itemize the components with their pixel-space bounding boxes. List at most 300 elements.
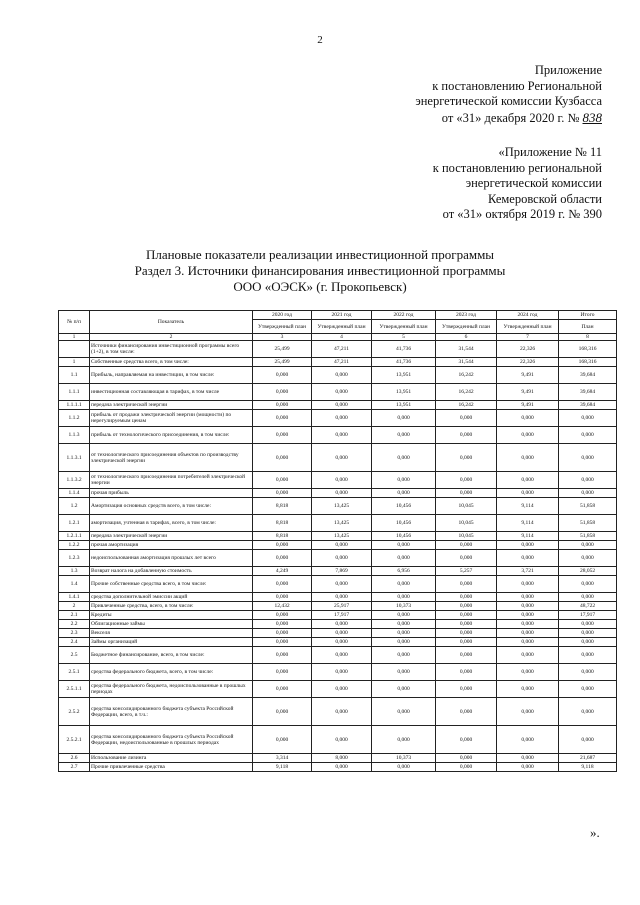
row-value: 25,499 xyxy=(253,358,312,367)
closing-quote: ». xyxy=(590,825,600,840)
row-value: 0,000 xyxy=(436,410,497,427)
row-code: 1.2 xyxy=(59,498,90,515)
row-value: 0,000 xyxy=(312,410,372,427)
row-value: 0,000 xyxy=(253,611,312,620)
row-value: 41,736 xyxy=(372,341,436,358)
row-value: 51,858 xyxy=(559,515,617,532)
row-value: 0,000 xyxy=(312,629,372,638)
row-value: 0,000 xyxy=(372,593,436,602)
row-value: 0,000 xyxy=(436,541,497,550)
row-code: 1.4 xyxy=(59,576,90,593)
row-value: 22,326 xyxy=(497,358,559,367)
row-value: 9,114 xyxy=(497,532,559,541)
row-value: 0,000 xyxy=(253,698,312,726)
row-indicator: Бюджетное финансирование, всего, в том числе: xyxy=(90,647,253,664)
table-row xyxy=(59,410,617,427)
row-value: 10,373 xyxy=(372,602,436,611)
row-value: 5,257 xyxy=(436,567,497,576)
row-value: 0,000 xyxy=(312,427,372,444)
row-code: 1.1 xyxy=(59,367,90,384)
row-indicator: передача электрической энергии xyxy=(90,532,253,541)
header-plan-total: План xyxy=(559,320,617,334)
header-year: 2020 год xyxy=(253,311,312,320)
column-number: 4 xyxy=(312,334,372,341)
row-value: 0,000 xyxy=(312,763,372,772)
row-indicator: передача электрической энергии xyxy=(90,401,253,410)
row-value: 16,242 xyxy=(436,367,497,384)
row-value: 0,000 xyxy=(253,629,312,638)
row-value: 0,000 xyxy=(559,664,617,681)
row-value: 0,000 xyxy=(372,681,436,698)
row-value: 0,000 xyxy=(436,472,497,489)
row-value: 0,000 xyxy=(312,647,372,664)
table-row xyxy=(59,384,617,401)
row-value: 48,722 xyxy=(559,602,617,611)
row-value: 0,000 xyxy=(372,444,436,472)
row-value: 0,000 xyxy=(436,638,497,647)
table-row xyxy=(59,515,617,532)
row-value: 22,326 xyxy=(497,341,559,358)
row-value: 0,000 xyxy=(372,647,436,664)
table-row xyxy=(59,664,617,681)
heading-line: Раздел 3. Источники финансирования инвестиционной программы xyxy=(134,263,506,278)
row-value: 13,951 xyxy=(372,367,436,384)
row-value: 0,000 xyxy=(312,664,372,681)
row-value: 0,000 xyxy=(253,541,312,550)
row-value: 7,869 xyxy=(312,567,372,576)
row-value: 0,000 xyxy=(497,541,559,550)
row-value: 28,052 xyxy=(559,567,617,576)
row-value: 3,721 xyxy=(497,567,559,576)
row-value: 0,000 xyxy=(559,444,617,472)
row-value: 0,000 xyxy=(497,489,559,498)
row-value: 0,000 xyxy=(497,593,559,602)
row-value: 13,425 xyxy=(312,515,372,532)
row-code: 2.2 xyxy=(59,620,90,629)
row-value: 0,000 xyxy=(497,681,559,698)
row-value: 0,000 xyxy=(372,620,436,629)
row-value: 8,818 xyxy=(253,515,312,532)
row-value: 0,000 xyxy=(312,726,372,754)
row-value: 0,000 xyxy=(372,611,436,620)
row-code: 2.5 xyxy=(59,647,90,664)
row-indicator: прочая амортизация xyxy=(90,541,253,550)
row-value: 51,858 xyxy=(559,498,617,515)
row-value: 0,000 xyxy=(312,444,372,472)
row-value: 0,000 xyxy=(372,541,436,550)
header-num: № п/п xyxy=(59,311,90,334)
row-value: 10,456 xyxy=(372,532,436,541)
row-value: 0,000 xyxy=(497,664,559,681)
row-value: 0,000 xyxy=(559,726,617,754)
table-row xyxy=(59,698,617,726)
row-value: 0,000 xyxy=(559,472,617,489)
row-indicator: Облигационные займы xyxy=(90,620,253,629)
row-code: 1.1.1 xyxy=(59,384,90,401)
row-value: 9,118 xyxy=(559,763,617,772)
row-code: 1.2.1 xyxy=(59,515,90,532)
row-value: 8,000 xyxy=(312,754,372,763)
row-code: 1.1.3.1 xyxy=(59,444,90,472)
row-value: 0,000 xyxy=(436,763,497,772)
row-value: 31,544 xyxy=(436,341,497,358)
row-value: 10,045 xyxy=(436,532,497,541)
row-value: 0,000 xyxy=(559,410,617,427)
row-value: 31,544 xyxy=(436,358,497,367)
appendix-block xyxy=(415,63,602,126)
row-value: 0,000 xyxy=(312,681,372,698)
row-value: 8,818 xyxy=(253,498,312,515)
row-value: 12,432 xyxy=(253,602,312,611)
header-year: 2021 год xyxy=(312,311,372,320)
row-value: 39,684 xyxy=(559,384,617,401)
row-value: 16,242 xyxy=(436,401,497,410)
row-indicator: Амортизация основных средств всего, в том числе: xyxy=(90,498,253,515)
appendix-date xyxy=(415,110,602,127)
row-value: 9,491 xyxy=(497,367,559,384)
row-value: 0,000 xyxy=(372,664,436,681)
row-code: 1.2.3 xyxy=(59,550,90,567)
row-code: 1.2.2 xyxy=(59,541,90,550)
row-value: 0,000 xyxy=(372,410,436,427)
table-row xyxy=(59,367,617,384)
row-value: 39,684 xyxy=(559,367,617,384)
row-value: 0,000 xyxy=(253,550,312,567)
row-code: 2.3 xyxy=(59,629,90,638)
row-indicator: Прочие привлеченные средства xyxy=(90,763,253,772)
header-year: 2024 год xyxy=(497,311,559,320)
row-value: 0,000 xyxy=(436,444,497,472)
table-row xyxy=(59,489,617,498)
appendix-title: Приложение xyxy=(534,63,602,77)
row-value: 0,000 xyxy=(253,384,312,401)
table-row xyxy=(59,427,617,444)
header-plan: Утвержденный план xyxy=(253,320,312,334)
row-value: 0,000 xyxy=(253,726,312,754)
financing-table xyxy=(58,310,617,772)
row-value: 0,000 xyxy=(372,472,436,489)
row-value: 0,000 xyxy=(253,410,312,427)
row-code: 1.1.3.2 xyxy=(59,472,90,489)
row-value: 0,000 xyxy=(372,763,436,772)
row-value: 10,456 xyxy=(372,498,436,515)
row-code: 2.5.1 xyxy=(59,664,90,681)
row-value: 0,000 xyxy=(312,638,372,647)
row-value: 0,000 xyxy=(436,593,497,602)
row-value: 0,000 xyxy=(559,427,617,444)
row-value: 0,000 xyxy=(436,681,497,698)
row-value: 0,000 xyxy=(253,638,312,647)
row-value: 0,000 xyxy=(497,410,559,427)
row-value: 0,000 xyxy=(436,698,497,726)
header-total: Итого xyxy=(559,311,617,320)
row-indicator: инвестиционная составляющая в тарифах, в том числе xyxy=(90,384,253,401)
table-row xyxy=(59,620,617,629)
row-code: 1.1.1.1 xyxy=(59,401,90,410)
row-value: 0,000 xyxy=(253,681,312,698)
row-value: 21,687 xyxy=(559,754,617,763)
table-row xyxy=(59,401,617,410)
row-value: 0,000 xyxy=(253,367,312,384)
row-value: 10,045 xyxy=(436,515,497,532)
row-value: 0,000 xyxy=(312,384,372,401)
row-value: 9,491 xyxy=(497,401,559,410)
table-row xyxy=(59,602,617,611)
appendix-date-text: от «31» декабря 2020 г. № xyxy=(441,110,580,125)
row-value: 0,000 xyxy=(372,698,436,726)
appendix-old-line: энергетической комиссии xyxy=(465,176,602,190)
table-row xyxy=(59,576,617,593)
appendix-old-line: Кемеровской области xyxy=(487,191,602,206)
row-value: 0,000 xyxy=(497,472,559,489)
row-value: 0,000 xyxy=(372,427,436,444)
row-value: 0,000 xyxy=(497,726,559,754)
appendix-old-block xyxy=(433,145,602,223)
appendix-old-line: к постановлению региональной xyxy=(432,160,602,175)
row-indicator: Собственные средства всего, в том числе: xyxy=(90,358,253,367)
table-row xyxy=(59,472,617,489)
appendix-old-date: от «31» октября 2019 г. № 390 xyxy=(442,207,602,221)
row-indicator: средства федерального бюджета, недоиспользованные в прошлых периодах xyxy=(90,681,253,698)
row-indicator: прочая прибыль xyxy=(90,489,253,498)
row-code xyxy=(59,341,90,358)
row-value: 0,000 xyxy=(253,472,312,489)
column-number: 5 xyxy=(372,334,436,341)
row-value: 39,684 xyxy=(559,401,617,410)
row-value: 0,000 xyxy=(559,681,617,698)
heading-line: ООО «ОЭСК» (г. Прокопьевск) xyxy=(233,279,407,294)
column-number: 1 xyxy=(59,334,90,341)
row-value: 47,211 xyxy=(312,341,372,358)
row-value: 0,000 xyxy=(436,726,497,754)
row-value: 0,000 xyxy=(312,401,372,410)
column-number: 6 xyxy=(436,334,497,341)
row-value: 0,000 xyxy=(497,698,559,726)
column-number: 2 xyxy=(90,334,253,341)
row-value: 0,000 xyxy=(253,401,312,410)
row-code: 1.2.1.1 xyxy=(59,532,90,541)
row-value: 0,000 xyxy=(497,576,559,593)
row-value: 0,000 xyxy=(372,576,436,593)
row-value: 0,000 xyxy=(497,444,559,472)
header-plan: Утвержденный план xyxy=(312,320,372,334)
row-value: 16,242 xyxy=(436,384,497,401)
row-indicator: средства дополнительной эмиссии акций xyxy=(90,593,253,602)
row-value: 0,000 xyxy=(559,550,617,567)
row-value: 17,917 xyxy=(559,611,617,620)
row-indicator: Использование лизинга xyxy=(90,754,253,763)
row-indicator: средства федерального бюджета, всего, в том числе: xyxy=(90,664,253,681)
heading-line: Плановые показатели реализации инвестиционной программы xyxy=(145,247,495,262)
row-value: 0,000 xyxy=(372,629,436,638)
row-indicator: средства консолидированного бюджета субъекта Российской Федерации, всего, в т.ч.: xyxy=(90,698,253,726)
row-value: 0,000 xyxy=(312,593,372,602)
row-indicator: Возврат налога на добавленную стоимость xyxy=(90,567,253,576)
row-value: 0,000 xyxy=(253,489,312,498)
row-value: 25,917 xyxy=(312,602,372,611)
document-heading xyxy=(0,247,640,295)
row-value: 0,000 xyxy=(497,754,559,763)
row-value: 0,000 xyxy=(497,427,559,444)
row-value: 0,000 xyxy=(436,620,497,629)
row-value: 0,000 xyxy=(253,427,312,444)
row-value: 13,951 xyxy=(372,401,436,410)
row-value: 0,000 xyxy=(436,576,497,593)
row-value: 0,000 xyxy=(436,629,497,638)
row-indicator: Прочие собственные средства всего, в том числе: xyxy=(90,576,253,593)
row-value: 0,000 xyxy=(559,638,617,647)
row-value: 0,000 xyxy=(559,541,617,550)
row-value: 0,000 xyxy=(253,647,312,664)
row-value: 0,000 xyxy=(253,620,312,629)
row-value: 25,499 xyxy=(253,341,312,358)
row-code: 1.1.3 xyxy=(59,427,90,444)
row-value: 47,211 xyxy=(312,358,372,367)
table-row xyxy=(59,681,617,698)
table-row xyxy=(59,593,617,602)
header-plan: Утвержденный план xyxy=(436,320,497,334)
row-code: 2.5.1.1 xyxy=(59,681,90,698)
header-year: 2022 год xyxy=(372,311,436,320)
row-value: 0,000 xyxy=(253,444,312,472)
row-value: 0,000 xyxy=(559,489,617,498)
table-row xyxy=(59,341,617,358)
row-indicator: средства консолидированного бюджета субъекта Российской Федерации, недоиспользованные в прошлых периодах xyxy=(90,726,253,754)
row-value: 10,456 xyxy=(372,515,436,532)
row-indicator: Привлеченные средства, всего, в том числе: xyxy=(90,602,253,611)
row-value: 0,000 xyxy=(312,367,372,384)
row-value: 0,000 xyxy=(436,647,497,664)
row-indicator: недоиспользованная амортизация прошлых лет всего xyxy=(90,550,253,567)
row-value: 17,917 xyxy=(312,611,372,620)
row-value: 0,000 xyxy=(312,620,372,629)
row-value: 41,736 xyxy=(372,358,436,367)
row-code: 1.4.1 xyxy=(59,593,90,602)
row-value: 0,000 xyxy=(497,763,559,772)
row-value: 3,314 xyxy=(253,754,312,763)
row-value: 0,000 xyxy=(559,698,617,726)
table-row xyxy=(59,629,617,638)
row-value: 0,000 xyxy=(497,629,559,638)
row-value: 0,000 xyxy=(253,576,312,593)
column-number-row xyxy=(59,334,617,341)
row-value: 0,000 xyxy=(497,611,559,620)
row-value: 0,000 xyxy=(436,489,497,498)
row-value: 0,000 xyxy=(312,472,372,489)
row-value: 0,000 xyxy=(497,638,559,647)
column-number: 7 xyxy=(497,334,559,341)
row-value: 0,000 xyxy=(312,541,372,550)
row-indicator: Прибыль, направляемая на инвестиции, в том числе: xyxy=(90,367,253,384)
row-code: 1.3 xyxy=(59,567,90,576)
row-value: 9,114 xyxy=(497,515,559,532)
row-value: 13,425 xyxy=(312,498,372,515)
row-value: 0,000 xyxy=(559,647,617,664)
row-value: 0,000 xyxy=(312,698,372,726)
row-value: 0,000 xyxy=(436,664,497,681)
row-value: 0,000 xyxy=(312,576,372,593)
page-number: 2 xyxy=(317,34,323,46)
appendix-old-title: «Приложение № 11 xyxy=(498,145,602,159)
table-row xyxy=(59,498,617,515)
header-plan: Утвержденный план xyxy=(497,320,559,334)
row-value: 0,000 xyxy=(497,550,559,567)
row-value: 0,000 xyxy=(372,638,436,647)
row-value: 9,491 xyxy=(497,384,559,401)
row-value: 0,000 xyxy=(497,620,559,629)
table-row xyxy=(59,541,617,550)
row-code: 2.6 xyxy=(59,754,90,763)
row-value: 9,118 xyxy=(253,763,312,772)
row-value: 0,000 xyxy=(372,726,436,754)
row-value: 168,316 xyxy=(559,341,617,358)
row-code: 1 xyxy=(59,358,90,367)
row-value: 0,000 xyxy=(436,427,497,444)
row-value: 168,316 xyxy=(559,358,617,367)
row-value: 51,858 xyxy=(559,532,617,541)
table-row xyxy=(59,647,617,664)
row-code: 2.5.2.1 xyxy=(59,726,90,754)
row-indicator: Кредиты xyxy=(90,611,253,620)
table-row xyxy=(59,550,617,567)
row-value: 0,000 xyxy=(559,576,617,593)
row-value: 0,000 xyxy=(253,664,312,681)
row-indicator: Займы организаций xyxy=(90,638,253,647)
row-value: 0,000 xyxy=(559,629,617,638)
row-value: 13,951 xyxy=(372,384,436,401)
row-value: 9,114 xyxy=(497,498,559,515)
table-row xyxy=(59,638,617,647)
table-row xyxy=(59,754,617,763)
column-number: 3 xyxy=(253,334,312,341)
row-value: 0,000 xyxy=(497,602,559,611)
row-code: 2.1 xyxy=(59,611,90,620)
row-value: 4,249 xyxy=(253,567,312,576)
row-value: 6,956 xyxy=(372,567,436,576)
appendix-line: энергетической комиссии Кузбасса xyxy=(415,94,602,108)
appendix-line: к постановлению Региональной xyxy=(432,78,602,93)
row-indicator: прибыль от технологического присоединения, в том числе: xyxy=(90,427,253,444)
table-row xyxy=(59,567,617,576)
row-value: 10,045 xyxy=(436,498,497,515)
row-value: 0,000 xyxy=(559,620,617,629)
row-indicator: Векселя xyxy=(90,629,253,638)
row-value: 10,373 xyxy=(372,754,436,763)
table-row xyxy=(59,358,617,367)
table-row xyxy=(59,763,617,772)
row-code: 2 xyxy=(59,602,90,611)
row-indicator: от технологического присоединения объектов по производству электрической энергии xyxy=(90,444,253,472)
row-indicator: от технологического присоединения потребителей электрической энергии xyxy=(90,472,253,489)
row-value: 0,000 xyxy=(436,611,497,620)
row-value: 0,000 xyxy=(497,647,559,664)
header-year: 2023 год xyxy=(436,311,497,320)
row-value: 0,000 xyxy=(436,550,497,567)
table-row xyxy=(59,726,617,754)
row-code: 1.1.4 xyxy=(59,489,90,498)
row-value: 0,000 xyxy=(253,593,312,602)
row-value: 0,000 xyxy=(372,489,436,498)
row-value: 8,818 xyxy=(253,532,312,541)
row-code: 1.1.2 xyxy=(59,410,90,427)
table-row xyxy=(59,444,617,472)
row-value: 0,000 xyxy=(312,550,372,567)
row-indicator: Источники финансирования инвестиционной программы всего (1+2), в том числе: xyxy=(90,341,253,358)
header-plan: Утвержденный план xyxy=(372,320,436,334)
row-value: 0,000 xyxy=(372,550,436,567)
row-value: 0,000 xyxy=(312,489,372,498)
row-indicator: прибыль от продажи электрической энергии (мощности) по нерегулируемым ценам xyxy=(90,410,253,427)
